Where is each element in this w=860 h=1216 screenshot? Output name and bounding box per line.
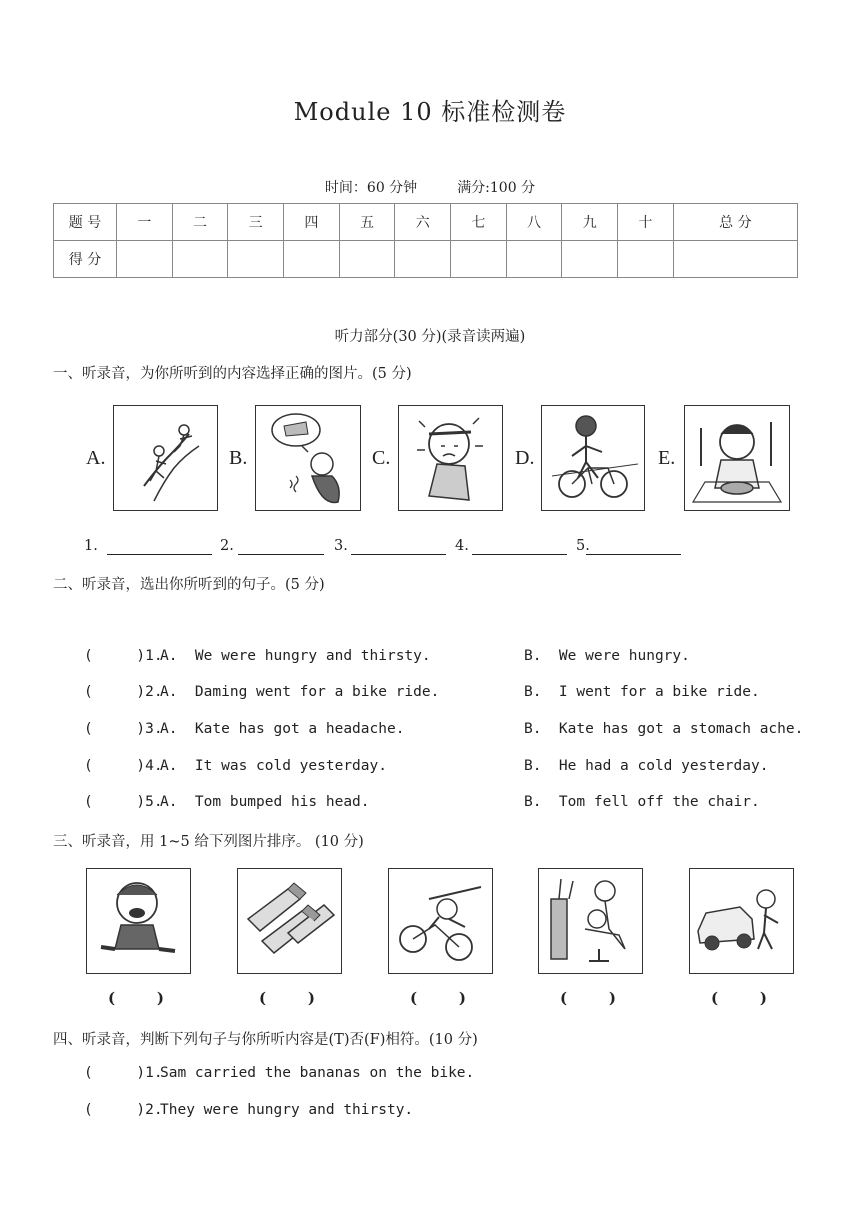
question-number: ( )2. <box>84 684 163 700</box>
table-cell: 三 <box>228 204 284 241</box>
table-cell: 五 <box>339 204 395 241</box>
table-cell: 九 <box>562 204 618 241</box>
option-b: B. Tom fell off the chair. <box>524 794 760 810</box>
order-bracket[interactable]: ( ) <box>259 989 315 1007</box>
option-a: A. Tom bumped his head. <box>160 794 370 810</box>
answer-number: 5. <box>576 538 590 554</box>
score-table-score-row <box>54 241 798 278</box>
question-number: ( )4. <box>84 758 163 774</box>
statement-text: They were hungry and thirsty. <box>160 1102 414 1118</box>
score-input-cell[interactable] <box>172 241 228 278</box>
picture-label-b: B. <box>229 447 248 469</box>
table-cell: 二 <box>172 204 228 241</box>
option-b: B. I went for a bike ride. <box>524 684 760 700</box>
score-input-cell[interactable] <box>618 241 674 278</box>
bike-ride-image <box>541 405 645 511</box>
score-input-cell[interactable] <box>339 241 395 278</box>
question-number: ( )5. <box>84 794 163 810</box>
option-b: B. He had a cold yesterday. <box>524 758 769 774</box>
page-title: Module 10 标准检测卷 <box>293 98 567 126</box>
headache-image <box>398 405 503 511</box>
table-cell: 七 <box>451 204 507 241</box>
question-number: ( )2. <box>84 1102 163 1118</box>
score-input-cell[interactable] <box>506 241 562 278</box>
section-2-title: 二、听录音，选出你所听到的句子。(5 分) <box>53 577 325 593</box>
answer-number: 3. <box>334 538 348 554</box>
statement-text: Sam carried the bananas on the bike. <box>160 1065 475 1081</box>
table-cell: 总 分 <box>673 204 797 241</box>
table-cell: 得 分 <box>54 241 117 278</box>
question-number: ( )1. <box>84 648 163 664</box>
score-input-cell[interactable] <box>562 241 618 278</box>
picture-label-a: A. <box>86 447 106 469</box>
table-cell: 四 <box>284 204 340 241</box>
crying-child-image <box>86 868 191 974</box>
option-a: A. We were hungry and thirsty. <box>160 648 431 664</box>
answer-blank-5[interactable] <box>586 554 681 555</box>
option-a: A. Kate has got a headache. <box>160 721 405 737</box>
eating-image <box>684 405 790 511</box>
section-4-title: 四、听录音，判断下列句子与你所听内容是(T)否(F)相符。(10 分) <box>53 1032 478 1048</box>
car-accident-image <box>689 868 794 974</box>
score-table-header-row <box>54 204 798 241</box>
chocolate-bars-image <box>237 868 342 974</box>
score-table <box>53 203 798 278</box>
score-input-cell[interactable] <box>228 241 284 278</box>
answer-number: 1. <box>84 538 98 554</box>
answer-number: 2. <box>220 538 234 554</box>
answer-blank-4[interactable] <box>472 554 567 555</box>
picture-label-d: D. <box>515 447 535 469</box>
score-input-cell[interactable] <box>395 241 451 278</box>
order-bracket[interactable]: ( ) <box>108 989 164 1007</box>
score-input-cell[interactable] <box>117 241 173 278</box>
cold-boy-image <box>255 405 361 511</box>
table-cell: 十 <box>618 204 674 241</box>
question-number: ( )3. <box>84 721 163 737</box>
order-bracket[interactable]: ( ) <box>410 989 466 1007</box>
score-input-cell[interactable] <box>673 241 797 278</box>
bike-fall-image <box>388 868 493 974</box>
picture-label-e: E. <box>658 447 676 469</box>
listening-section-header: 听力部分(30 分)(录音读两遍) <box>334 329 526 345</box>
time-label: 时间：60 分钟 <box>324 180 418 196</box>
order-bracket[interactable]: ( ) <box>560 989 616 1007</box>
table-cell: 六 <box>395 204 451 241</box>
section-1-title: 一、听录音，为你所听到的内容选择正确的图片。(5 分) <box>53 366 412 382</box>
score-input-cell[interactable] <box>284 241 340 278</box>
option-a: A. It was cold yesterday. <box>160 758 387 774</box>
answer-number: 4. <box>455 538 469 554</box>
answer-blank-1[interactable] <box>107 554 212 555</box>
exam-meta <box>0 177 860 197</box>
picture-label-c: C. <box>372 447 391 469</box>
question-number: ( )1. <box>84 1065 163 1081</box>
section-3-title: 三、听录音，用 1~5 给下列图片排序。 (10 分) <box>53 834 364 850</box>
table-cell: 题 号 <box>54 204 117 241</box>
answer-blank-3[interactable] <box>351 554 446 555</box>
table-cell: 八 <box>506 204 562 241</box>
full-score-label: 满分:100 分 <box>457 180 536 196</box>
order-bracket[interactable]: ( ) <box>711 989 767 1007</box>
option-b: B. We were hungry. <box>524 648 690 664</box>
option-a: A. Daming went for a bike ride. <box>160 684 440 700</box>
answer-blank-2[interactable] <box>238 554 324 555</box>
option-b: B. Kate has got a stomach ache. <box>524 721 804 737</box>
climbing-image <box>113 405 218 511</box>
table-cell: 一 <box>117 204 173 241</box>
dentist-image <box>538 868 643 974</box>
score-input-cell[interactable] <box>451 241 507 278</box>
